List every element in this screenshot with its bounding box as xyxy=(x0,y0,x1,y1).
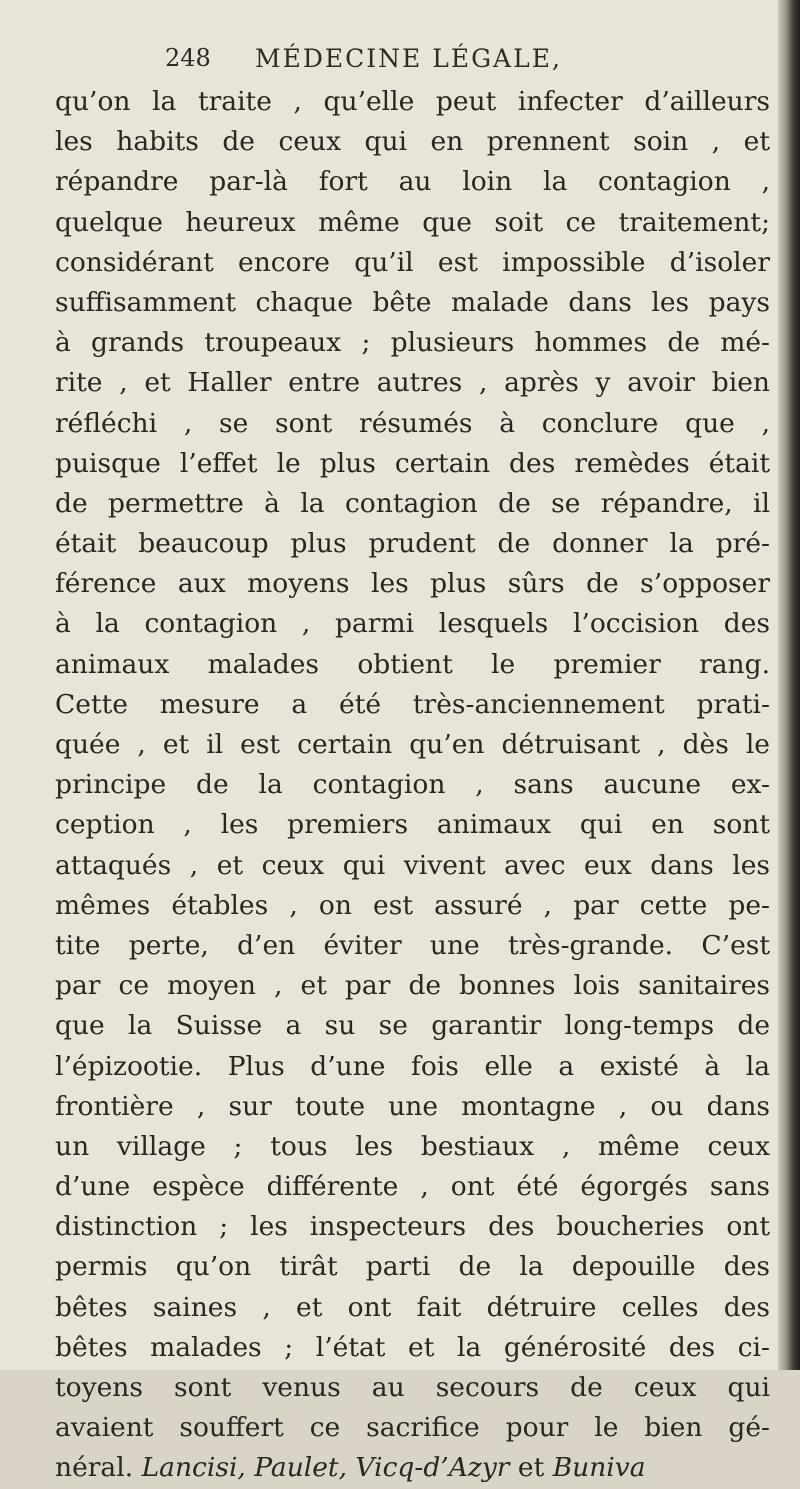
text-line-last xyxy=(55,1448,770,1488)
text-line: ception , les premiers animaux qui en sont xyxy=(55,809,770,841)
text-line: bêtes saines , et ont fait détruire celles des xyxy=(55,1291,770,1323)
text-line: puisque l’effet le plus certain des remèdes était xyxy=(55,447,770,479)
text-line: avaient souffert ce sacrifice pour le bien gé- xyxy=(55,1412,770,1444)
conjunction: et xyxy=(517,1452,545,1484)
text-line: frontière , sur toute une montagne , ou dans xyxy=(55,1090,770,1122)
cited-authors: Lancisi, Paulet, Vicq-d’Azyr xyxy=(141,1452,510,1484)
text-line: bêtes malades ; l’état et la générosité des ci- xyxy=(55,1331,770,1363)
text-line: à grands troupeaux ; plusieurs hommes de mé- xyxy=(55,327,770,359)
text-line: attaqués , et ceux qui vivent avec eux dans les xyxy=(55,849,770,881)
page-fore-edge xyxy=(778,0,800,1370)
text-line: de permettre à la contagion de se répandre, il xyxy=(55,487,770,519)
text-line: les habits de ceux qui en prennent soin , et xyxy=(55,126,770,158)
line-lead-word: néral. xyxy=(55,1452,134,1484)
text-line: suffisamment chaque bête malade dans les pays xyxy=(55,286,770,318)
text-line: distinction ; les inspecteurs des boucheries ont xyxy=(55,1211,770,1243)
text-line: qu’on la traite , qu’elle peut infecter d’ailleurs xyxy=(55,86,770,117)
text-line: animaux malades obtient le premier rang. xyxy=(55,648,770,680)
text-line: un village ; tous les bestiaux , même ceux xyxy=(55,1130,770,1162)
text-line: principe de la contagion , sans aucune ex- xyxy=(55,769,770,801)
cited-author-last: Buniva xyxy=(552,1452,646,1484)
text-line: était beaucoup plus prudent de donner la pré- xyxy=(55,528,770,560)
text-line: quelque heureux même que soit ce traitement; xyxy=(55,206,770,238)
text-line: tite perte, d’en éviter une très-grande. C’est xyxy=(55,929,770,961)
text-line: que la Suisse a su se garantir long-temps de xyxy=(55,1010,770,1042)
body-text xyxy=(55,82,770,1489)
page-header xyxy=(165,44,725,84)
text-line: Cette mesure a été très-anciennement prati- xyxy=(55,688,770,720)
text-line: quée , et il est certain qu’en détruisant , dès le xyxy=(55,729,770,760)
text-line: férence aux moyens les plus sûrs de s’opposer xyxy=(55,568,770,600)
running-title: MÉDECINE LÉGALE, xyxy=(255,44,562,73)
text-line: considérant encore qu’il est impossible d’isoler xyxy=(55,246,770,278)
text-line: d’une espèce différente , ont été égorgés sans xyxy=(55,1171,770,1203)
text-line: par ce moyen , et par de bonnes lois sanitaires xyxy=(55,970,770,1002)
text-line: réfléchi , se sont résumés à conclure que , xyxy=(55,407,770,439)
text-line: permis qu’on tirât parti de la depouille des xyxy=(55,1251,770,1283)
text-line: répandre par-là fort au loin la contagion , xyxy=(55,166,770,198)
text-line: l’épizootie. Plus d’une fois elle a existé à la xyxy=(55,1050,770,1082)
text-line: toyens sont venus au secours de ceux qui xyxy=(55,1372,770,1403)
text-line: à la contagion , parmi lesquels l’occision des xyxy=(55,608,770,640)
text-line: mêmes étables , on est assuré , par cette pe- xyxy=(55,889,770,921)
page-number: 248 xyxy=(165,44,211,72)
text-line: rite , et Haller entre autres , après y avoir bien xyxy=(55,367,770,399)
